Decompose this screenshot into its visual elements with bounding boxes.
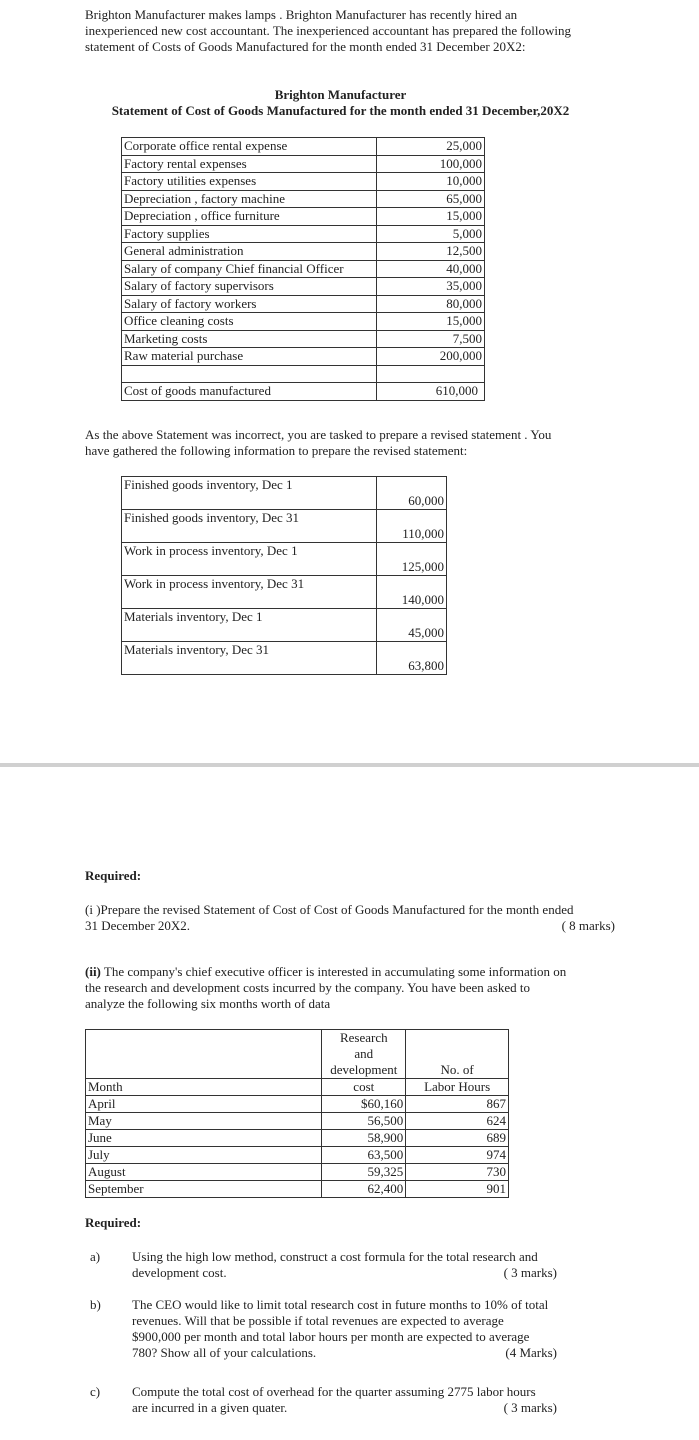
- month-cell: June: [86, 1130, 322, 1147]
- statement-label: Factory supplies: [122, 225, 377, 243]
- statement-label: Factory rental expenses: [122, 155, 377, 173]
- question-line: $900,000 per month and total labor hours per month are expected to average: [132, 1329, 530, 1344]
- inventory-row: [122, 576, 447, 609]
- inventory-label: Work in process inventory, Dec 31: [122, 576, 377, 609]
- statement-row: [122, 155, 485, 173]
- question-label: b): [90, 1297, 101, 1312]
- statement-value: 12,500: [377, 243, 485, 261]
- question-label: c): [90, 1384, 101, 1399]
- statement-label: Salary of factory supervisors: [122, 278, 377, 296]
- hours-header: [406, 1030, 509, 1079]
- question-line: are incurred in a given quater.: [132, 1400, 288, 1415]
- question-line: 780? Show all of your calculations.: [132, 1345, 317, 1360]
- statement-label: Marketing costs: [122, 330, 377, 348]
- statement-total-row: [122, 383, 485, 401]
- statement-label: Salary of company Chief financial Officer: [122, 260, 377, 278]
- intro-line: statement of Costs of Goods Manufactured for the month ended 31 December 20X2:: [85, 39, 526, 54]
- inventory-label: Materials inventory, Dec 31: [122, 642, 377, 675]
- part-i-line: (i )Prepare the revised Statement of Cost of Cost of Goods Manufactured for the month ended: [85, 902, 574, 917]
- revised-intro-line: have gathered the following information to prepare the revised statement:: [85, 443, 468, 458]
- intro-paragraph: [85, 7, 625, 55]
- total-label: Cost of goods manufactured: [122, 383, 377, 401]
- month-cell: August: [86, 1164, 322, 1181]
- rd-header: [322, 1030, 406, 1079]
- question-line: revenues. Will that be possible if total revenues are expected to average: [132, 1313, 504, 1328]
- statement-row: [122, 173, 485, 191]
- inventory-row: [122, 642, 447, 675]
- rd-row: [86, 1147, 509, 1164]
- part-ii-line: analyze the following six months worth of data: [85, 996, 331, 1011]
- statement-label: Factory utilities expenses: [122, 173, 377, 191]
- cost-cell: 56,500: [322, 1113, 406, 1130]
- statement-title: Brighton Manufacturer: [274, 87, 407, 102]
- question-line: Using the high low method, construct a cost formula for the total research and: [132, 1249, 538, 1264]
- question-line: development cost.: [132, 1265, 227, 1280]
- question-marks: (4 Marks): [505, 1345, 557, 1360]
- question-last-line: [132, 1265, 557, 1281]
- statement-label: General administration: [122, 243, 377, 261]
- inventory-row: [122, 609, 447, 642]
- hours-header-line: Labor Hours: [406, 1079, 509, 1096]
- question-marks: ( 3 marks): [503, 1265, 557, 1280]
- month-header-cell: [86, 1030, 322, 1079]
- inventory-row: [122, 543, 447, 576]
- month-cell: September: [86, 1181, 322, 1198]
- inventory-value: 140,000: [377, 576, 447, 609]
- statement-table: [121, 137, 485, 401]
- rd-header-row: [86, 1030, 509, 1079]
- hours-cell: 974: [406, 1147, 509, 1164]
- statement-row: [122, 138, 485, 156]
- inventory-table: [121, 476, 447, 675]
- hours-cell: 689: [406, 1130, 509, 1147]
- rd-subheader-row: [86, 1079, 509, 1096]
- rd-row: [86, 1096, 509, 1113]
- statement-subtitle: Statement of Cost of Goods Manufactured for the month ended 31 December,20X2: [111, 103, 570, 118]
- intro-line: inexperienced new cost accountant. The inexperienced accountant has prepared the following: [85, 23, 571, 38]
- statement-label: Depreciation , factory machine: [122, 190, 377, 208]
- cost-cell: 62,400: [322, 1181, 406, 1198]
- part-ii-line: the research and development costs incurred by the company. You have been asked to: [85, 980, 530, 995]
- statement-value: 10,000: [377, 173, 485, 191]
- part-i-marks: ( 8 marks): [561, 918, 615, 933]
- month-header: Month: [86, 1079, 322, 1096]
- rd-header-line: development: [330, 1062, 398, 1077]
- part-i: [85, 902, 615, 934]
- required-heading: Required:: [85, 868, 142, 883]
- cost-cell: 59,325: [322, 1164, 406, 1181]
- cost-cell: 63,500: [322, 1147, 406, 1164]
- rd-table: [85, 1029, 509, 1198]
- statement-row: [122, 260, 485, 278]
- question-last-line: [132, 1345, 557, 1361]
- statement-value: 80,000: [377, 295, 485, 313]
- rd-row: [86, 1130, 509, 1147]
- statement-label: Salary of factory workers: [122, 295, 377, 313]
- statement-value: 35,000: [377, 278, 485, 296]
- rd-row: [86, 1181, 509, 1198]
- question-text: [132, 1249, 557, 1281]
- statement-value: 100,000: [377, 155, 485, 173]
- statement-value: 65,000: [377, 190, 485, 208]
- question-line: Compute the total cost of overhead for the quarter assuming 2775 labor hours: [132, 1384, 536, 1399]
- blank-cell: [122, 365, 377, 383]
- hours-header-line: No. of: [440, 1062, 474, 1077]
- question-label: a): [90, 1249, 101, 1264]
- rd-header-line: and: [354, 1046, 374, 1061]
- revised-intro: [85, 427, 625, 459]
- part-ii: [85, 964, 625, 1012]
- part-i-line: 31 December 20X2.: [85, 918, 191, 933]
- inventory-value: 45,000: [377, 609, 447, 642]
- statement-value: 40,000: [377, 260, 485, 278]
- inventory-value: 63,800: [377, 642, 447, 675]
- statement-label: Corporate office rental expense: [122, 138, 377, 156]
- hours-cell: 730: [406, 1164, 509, 1181]
- statement-row: [122, 190, 485, 208]
- cost-cell: 58,900: [322, 1130, 406, 1147]
- inventory-label: Materials inventory, Dec 1: [122, 609, 377, 642]
- statement-value: 15,000: [377, 313, 485, 331]
- part-ii-label: (ii): [85, 964, 101, 979]
- statement-row: [122, 295, 485, 313]
- statement-row: [122, 208, 485, 226]
- statement-label: Office cleaning costs: [122, 313, 377, 331]
- revised-intro-line: As the above Statement was incorrect, you are tasked to prepare a revised statement . You: [85, 427, 552, 442]
- rd-header-line: cost: [322, 1079, 406, 1096]
- statement-row: [122, 348, 485, 366]
- hours-cell: 624: [406, 1113, 509, 1130]
- statement-row: [122, 278, 485, 296]
- inventory-label: Work in process inventory, Dec 1: [122, 543, 377, 576]
- statement-value: 5,000: [377, 225, 485, 243]
- hours-cell: 901: [406, 1181, 509, 1198]
- statement-value: 7,500: [377, 330, 485, 348]
- total-value: 610,000: [377, 383, 485, 401]
- question-marks: ( 3 marks): [503, 1400, 557, 1415]
- statement-blank-row: [122, 365, 485, 383]
- rd-row: [86, 1164, 509, 1181]
- question-text: [132, 1297, 557, 1361]
- cost-cell: $60,160: [322, 1096, 406, 1113]
- statement-row: [122, 313, 485, 331]
- statement-row: [122, 243, 485, 261]
- page-divider: [0, 763, 699, 767]
- statement-label: Raw material purchase: [122, 348, 377, 366]
- statement-row: [122, 225, 485, 243]
- intro-line: Brighton Manufacturer makes lamps . Brighton Manufacturer has recently hired an: [85, 7, 518, 22]
- statement-value: 200,000: [377, 348, 485, 366]
- question-line: The CEO would like to limit total research cost in future months to 10% of total: [132, 1297, 549, 1312]
- required-heading-2: Required:: [85, 1215, 142, 1230]
- rd-row: [86, 1113, 509, 1130]
- inventory-value: 110,000: [377, 510, 447, 543]
- hours-cell: 867: [406, 1096, 509, 1113]
- rd-header-line: Research: [339, 1030, 388, 1045]
- part-ii-line: The company's chief executive officer is interested in accumulating some information on: [100, 964, 567, 979]
- question-last-line: [132, 1400, 557, 1416]
- inventory-row: [122, 510, 447, 543]
- inventory-value: 60,000: [377, 477, 447, 510]
- statement-row: [122, 330, 485, 348]
- month-cell: May: [86, 1113, 322, 1130]
- inventory-label: Finished goods inventory, Dec 31: [122, 510, 377, 543]
- month-cell: April: [86, 1096, 322, 1113]
- inventory-label: Finished goods inventory, Dec 1: [122, 477, 377, 510]
- blank-cell: [377, 365, 485, 383]
- statement-label: Depreciation , office furniture: [122, 208, 377, 226]
- inventory-row: [122, 477, 447, 510]
- month-cell: July: [86, 1147, 322, 1164]
- question-text: [132, 1384, 557, 1416]
- inventory-value: 125,000: [377, 543, 447, 576]
- statement-value: 25,000: [377, 138, 485, 156]
- statement-value: 15,000: [377, 208, 485, 226]
